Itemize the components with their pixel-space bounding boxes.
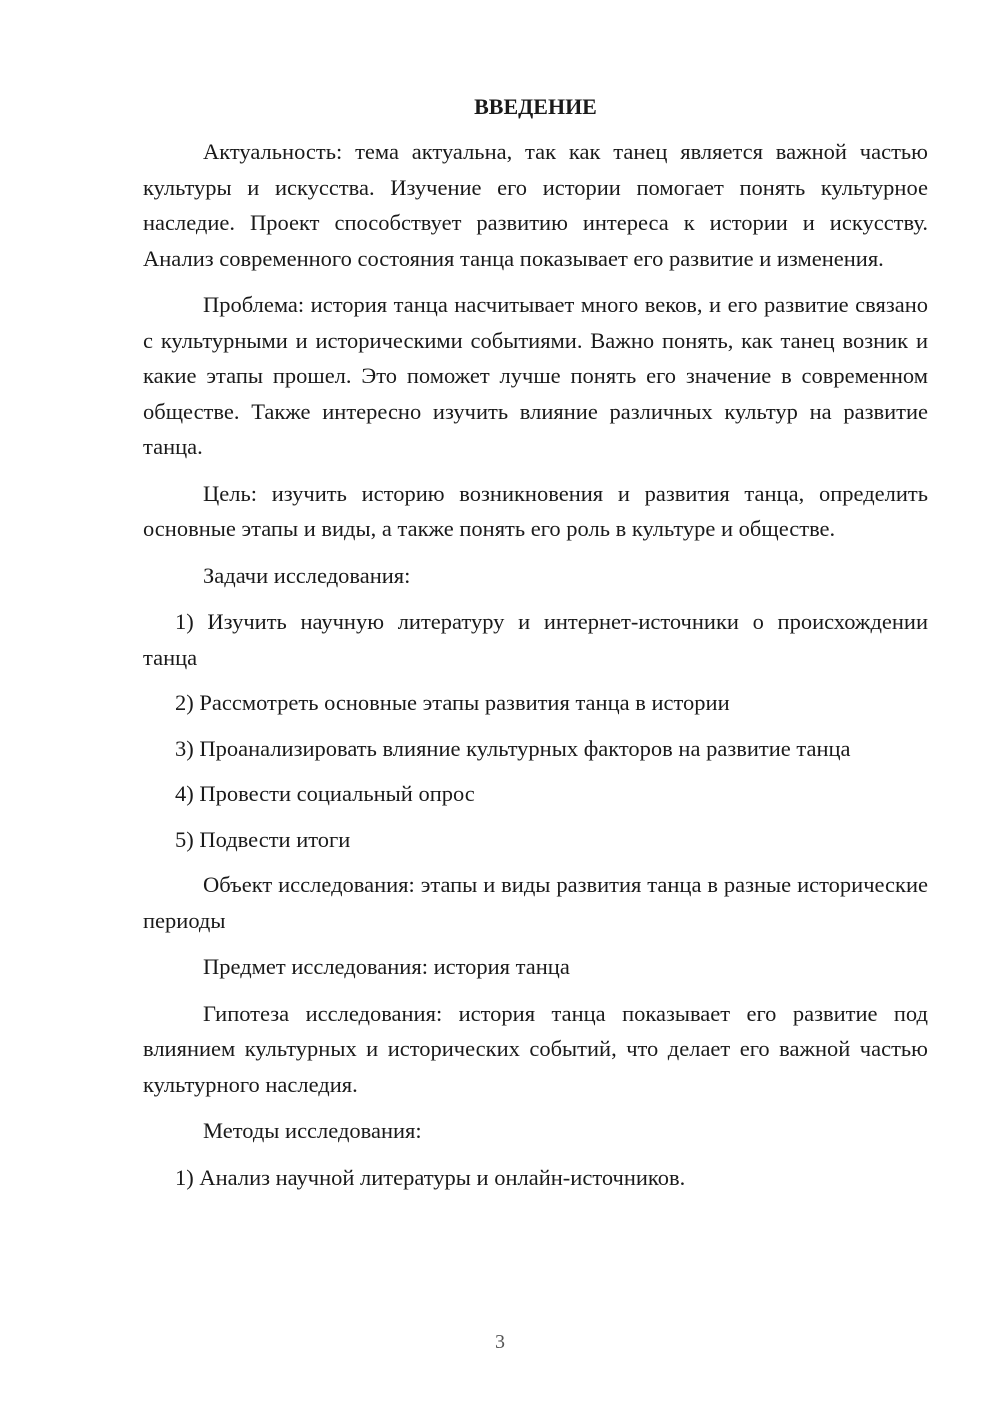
relevance-paragraph: Актуальность: тема актуальна, так как танец является важной частью культуры и искусства. Изучение его истории помогает понять культурное наследие. Проект способствует развитию интереса к истории и искусству. Анализ современного состояния танца показывает его развитие и изменения.	[143, 139, 928, 271]
task-item: 2) Рассмотреть основные этапы развития танца в истории	[175, 690, 730, 715]
task-item: 5) Подвести итоги	[175, 826, 351, 852]
task-item: 4) Провести социальный опрос	[175, 781, 475, 806]
hypothesis-paragraph: Гипотеза исследования: история танца показывает его развитие под влиянием культурных и исторических событий, что делает его важной частью культурного наследия.	[143, 1000, 928, 1097]
problem-paragraph: Проблема: история танца насчитывает много веков, и его развитие связано с культурными и историческими событиями. Важно понять, как танец возник и какие этапы прошел. Это поможет лучше понять его значение в современном обществе. Также интересно изучить влияние различных культур на развитие танца.	[143, 292, 928, 459]
task-item: 3) Проанализировать влияние культурных факторов на развитие танца	[175, 735, 851, 761]
object-paragraph: Объект исследования: этапы и виды развития танца в разные исторические периоды	[143, 872, 928, 933]
subject-paragraph: Предмет исследования: история танца	[203, 954, 570, 979]
document-page	[143, 92, 928, 1205]
goal-paragraph: Цель: изучить историю возникновения и развития танца, определить основные этапы и виды, а также понять его роль в культуре и обществе.	[143, 480, 928, 541]
task-item: 1) Изучить научную литературу и интернет-источники о происхождении танца	[143, 609, 928, 670]
page-title: ВВЕДЕНИЕ	[474, 94, 597, 119]
methods-title: Методы исследования:	[203, 1118, 422, 1143]
tasks-title: Задачи исследования:	[203, 562, 411, 588]
page-number: 3	[495, 1331, 505, 1353]
method-item: 1) Анализ научной литературы и онлайн-источников.	[175, 1164, 686, 1190]
